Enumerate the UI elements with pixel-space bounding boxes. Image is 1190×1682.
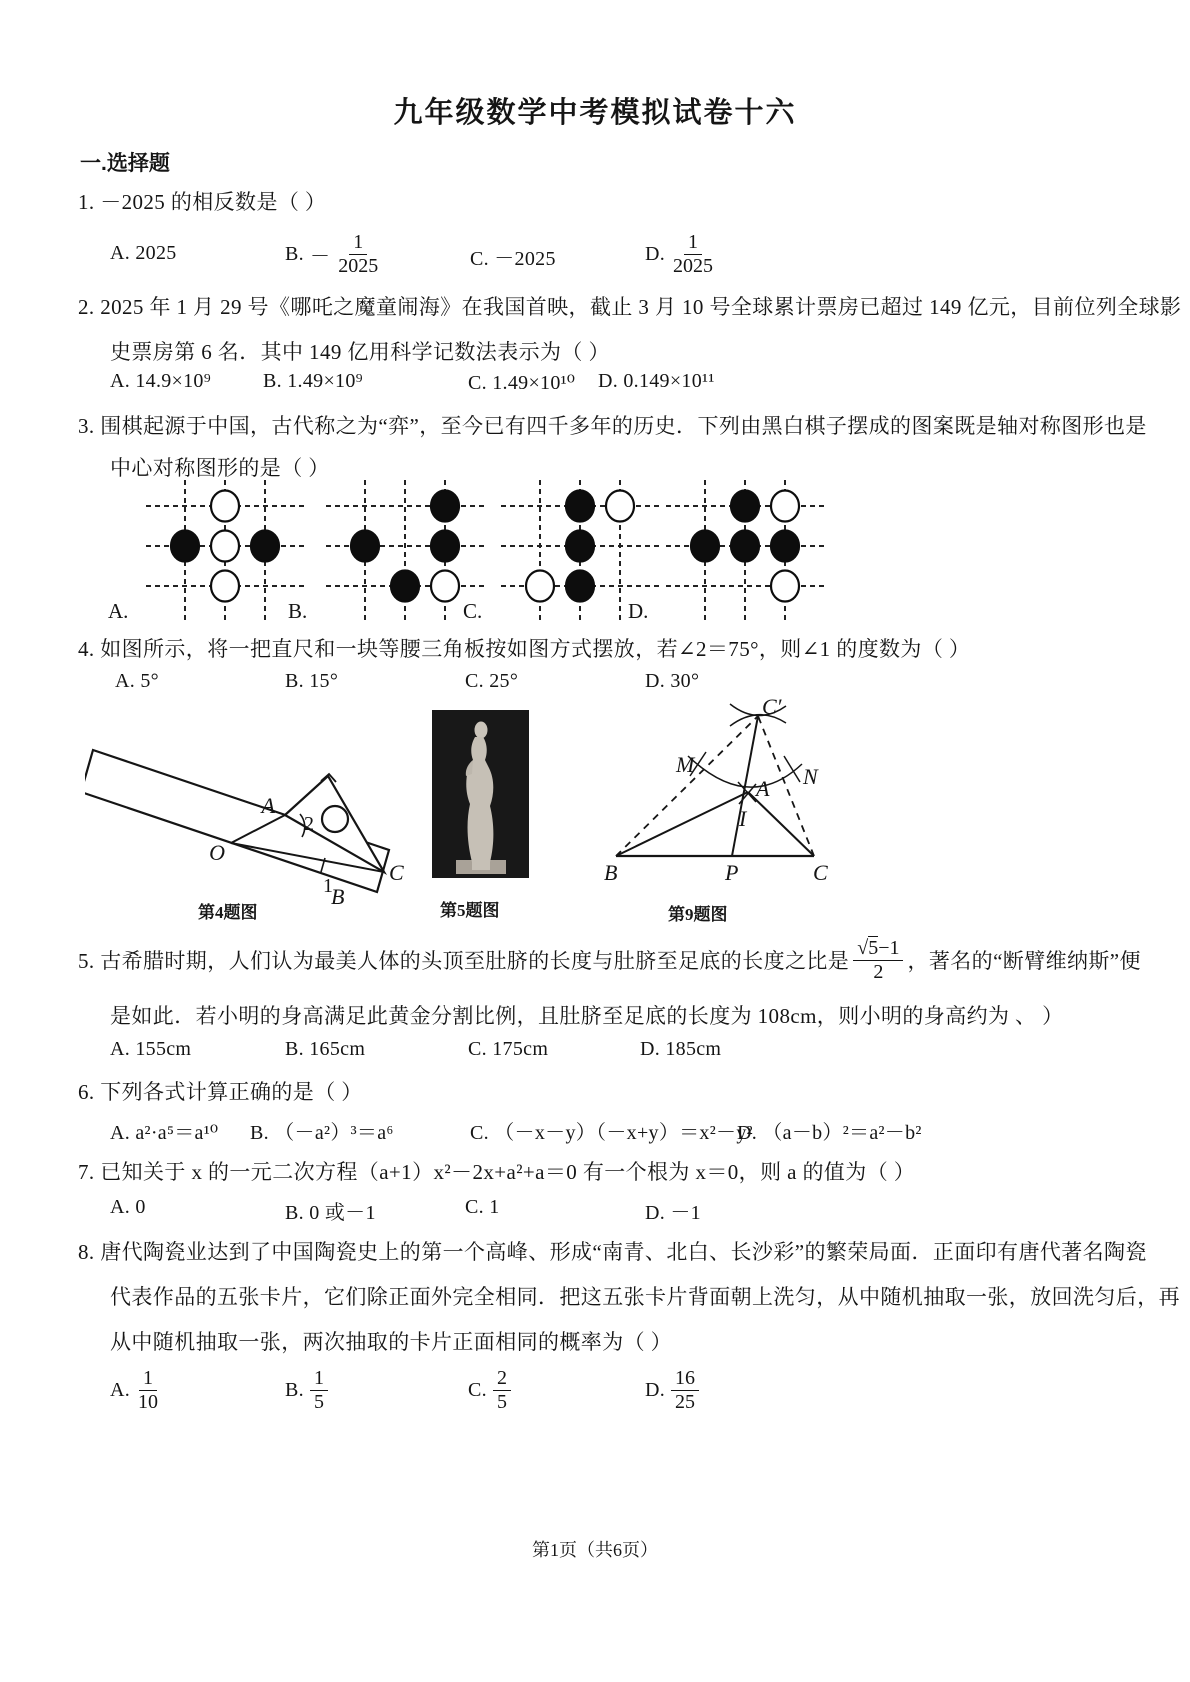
question-6-option-a: A. a²·a⁵＝a¹⁰ xyxy=(110,1122,219,1144)
question-7-option-c: C. 1 xyxy=(465,1196,500,1218)
figure-q5-venus-photo xyxy=(432,710,529,878)
question-6-stem: 6. 下列各式计算正确的是（ ） xyxy=(78,1080,363,1104)
question-2-option-a: A. 14.9×10⁹ xyxy=(110,370,211,392)
question-6-option-b: B. （－a²）³＝a⁶ xyxy=(250,1122,394,1144)
label-C: C xyxy=(813,860,828,885)
question-7-option-b: B. 0 或－1 xyxy=(285,1202,376,1224)
question-8-stem-line2: 代表作品的五张卡片，它们除正面外完全相同．把这五张卡片背面朝上洗匀，从中随机抽取一张，放回洗匀后，再 xyxy=(110,1285,1180,1309)
question-8-option-d: D. $\frac{16}{25}$ xyxy=(645,1358,699,1422)
question-4-option-c: C. 25° xyxy=(465,670,519,692)
label-B: B xyxy=(331,884,345,907)
question-2-stem-line1: 2. 2025 年 1 月 29 号《哪吒之魔童闹海》在我国首映，截止 3 月 10 号全球累计票房已超过 149 亿元，目前位列全球影 xyxy=(78,295,1182,319)
caption-fig5: 第5题图 xyxy=(440,901,500,920)
question-5-option-d: D. 185cm xyxy=(640,1038,722,1060)
question-4-stem: 4. 如图所示，将一把直尺和一块等腰三角板按如图方式摆放，若∠2＝75°，则∠1 的度数为（ ） xyxy=(78,637,971,661)
question-2-option-d: D. 0.149×10¹¹ xyxy=(598,370,715,392)
white-stone xyxy=(211,491,239,522)
tick-N xyxy=(784,756,800,782)
black-stone xyxy=(431,531,459,562)
fraction: $\frac{1}{2025}$ xyxy=(673,231,714,277)
white-stone xyxy=(211,571,239,602)
question-2-stem-line2: 史票房第 6 名．其中 149 亿用科学记数法表示为（ ） xyxy=(110,340,610,364)
black-stone xyxy=(251,531,279,562)
black-stone xyxy=(691,531,719,562)
statue-head xyxy=(475,722,488,739)
caption-fig4: 第4题图 xyxy=(198,903,258,922)
question-5-option-a: A. 155cm xyxy=(110,1038,192,1060)
white-stone xyxy=(526,571,554,602)
black-stone xyxy=(731,531,759,562)
question-5-stem-line1: 5. 古希腊时期，人们认为最美人体的头顶至肚脐的长度与肚脐至足底的长度之比是 $\frac{√5-1}{2}$ ，著名的“断臂维纳斯”便 xyxy=(78,937,1141,983)
label-angle1: 1 xyxy=(323,875,333,897)
question-8-stem-line3: 从中随机抽取一张，两次抽取的卡片正面相同的概率为（ ） xyxy=(110,1330,673,1354)
black-stone xyxy=(351,531,379,562)
question-5-option-b: B. 165cm xyxy=(285,1038,366,1060)
question-8-option-c: C. $\frac{2}{5}$ xyxy=(468,1358,511,1422)
cross-A-1 xyxy=(738,782,756,802)
go-board-option-a xyxy=(108,476,318,628)
label-B: B xyxy=(604,860,618,885)
go-board-option-d xyxy=(628,476,838,628)
label-C: C xyxy=(389,860,404,885)
black-stone xyxy=(771,531,799,562)
option-label: B. xyxy=(288,599,308,623)
black-stone xyxy=(566,531,594,562)
label-P: P xyxy=(725,860,739,885)
option-label: C. xyxy=(463,599,483,623)
question-8-stem-line1: 8. 唐代陶瓷业达到了中国陶瓷史上的第一个高峰、形成“南青、北白、长沙彩”的繁荣局面．正面印有唐代著名陶瓷 xyxy=(78,1240,1147,1264)
black-stone xyxy=(171,531,199,562)
go-board-a xyxy=(140,476,310,624)
question-1-option-b: B. － $\frac{1}{2025}$ xyxy=(285,231,379,277)
question-7-stem: 7. 已知关于 x 的一元二次方程（a+1）x²－2x+a²+a＝0 有一个根为 x＝0，则 a 的值为（ ） xyxy=(78,1160,916,1184)
label-M: M xyxy=(676,752,695,777)
figure-q9-construction xyxy=(598,696,840,892)
minus-sign: － xyxy=(309,245,331,268)
page-title: 九年级数学中考模拟试卷十六 xyxy=(393,97,797,129)
fraction: $\frac{1}{10}$ xyxy=(138,1367,159,1413)
question-1-option-d: D. $\frac{1}{2025}$ xyxy=(645,231,714,277)
black-stone xyxy=(391,571,419,602)
caption-fig9: 第9题图 xyxy=(668,905,728,924)
question-7-option-a: A. 0 xyxy=(110,1196,146,1218)
question-6-option-c: C. （－x－y）（－x+y）＝x²－y² xyxy=(470,1122,753,1144)
option-label: A. xyxy=(108,599,129,623)
question-1-option-a: A. 2025 xyxy=(110,242,177,264)
question-4-option-d: D. 30° xyxy=(645,670,700,692)
question-3-stem-line1: 3. 围棋起源于中国，古代称之为“弈”，至今已有四千多年的历史．下列由黑白棋子摆成的图案既是轴对称图形也是 xyxy=(78,414,1147,438)
label-angle2: 2 xyxy=(304,813,314,835)
question-2-option-c: C. 1.49×10¹⁰ xyxy=(468,372,576,394)
question-8-option-b: B. $\frac{1}{5}$ xyxy=(285,1358,328,1422)
black-stone xyxy=(431,491,459,522)
segment-BA xyxy=(616,792,748,856)
fraction: $\frac{1}{2025}$ xyxy=(338,231,379,277)
white-stone xyxy=(431,571,459,602)
segment-AC xyxy=(748,792,814,856)
question-4-option-a: A. 5° xyxy=(115,670,159,692)
white-stone xyxy=(211,531,239,562)
question-7-option-d: D. －1 xyxy=(645,1202,701,1224)
section-heading: 一.选择题 xyxy=(80,152,170,175)
question-2-option-b: B. 1.49×10⁹ xyxy=(263,370,363,392)
label-A: A xyxy=(756,776,770,801)
question-3-stem-line2: 中心对称图形的是（ ） xyxy=(110,456,330,480)
white-stone xyxy=(771,571,799,602)
label-A: A xyxy=(261,793,275,818)
black-stone xyxy=(566,491,594,522)
label-N: N xyxy=(803,764,818,789)
black-stone xyxy=(566,571,594,602)
black-stone xyxy=(731,491,759,522)
figure-q4-ruler-triangle xyxy=(85,702,405,907)
golden-ratio-fraction: $\frac{√5-1}{2}$ xyxy=(853,937,903,983)
question-6-option-d: D. （a－b）²＝a²－b² xyxy=(737,1122,922,1144)
option-label: D. xyxy=(628,599,649,623)
question-1-option-c: C. －2025 xyxy=(470,248,556,270)
question-4-option-b: B. 15° xyxy=(285,670,339,692)
label-O: O xyxy=(209,840,225,865)
triangle-hole xyxy=(322,806,348,832)
fraction: $\frac{16}{25}$ xyxy=(671,1367,699,1413)
question-5-option-c: C. 175cm xyxy=(468,1038,549,1060)
page-number: 第1页（共6页） xyxy=(532,1540,658,1560)
question-1-stem: 1. －2025 的相反数是（ ） xyxy=(78,190,327,214)
white-stone xyxy=(771,491,799,522)
question-8-option-a: A. $\frac{1}{10}$ xyxy=(110,1367,159,1413)
fraction: $\frac{1}{5}$ xyxy=(310,1367,328,1413)
go-board-d xyxy=(660,476,830,624)
fraction: $\frac{2}{5}$ xyxy=(493,1367,511,1413)
label-I: I xyxy=(739,806,747,831)
label-C-prime: C′ xyxy=(762,696,782,719)
question-5-stem-line2: 是如此．若小明的身高满足此黄金分割比例，且肚脐至足底的长度为 108cm，则小明的身高约为 、 ） xyxy=(110,1004,1064,1028)
